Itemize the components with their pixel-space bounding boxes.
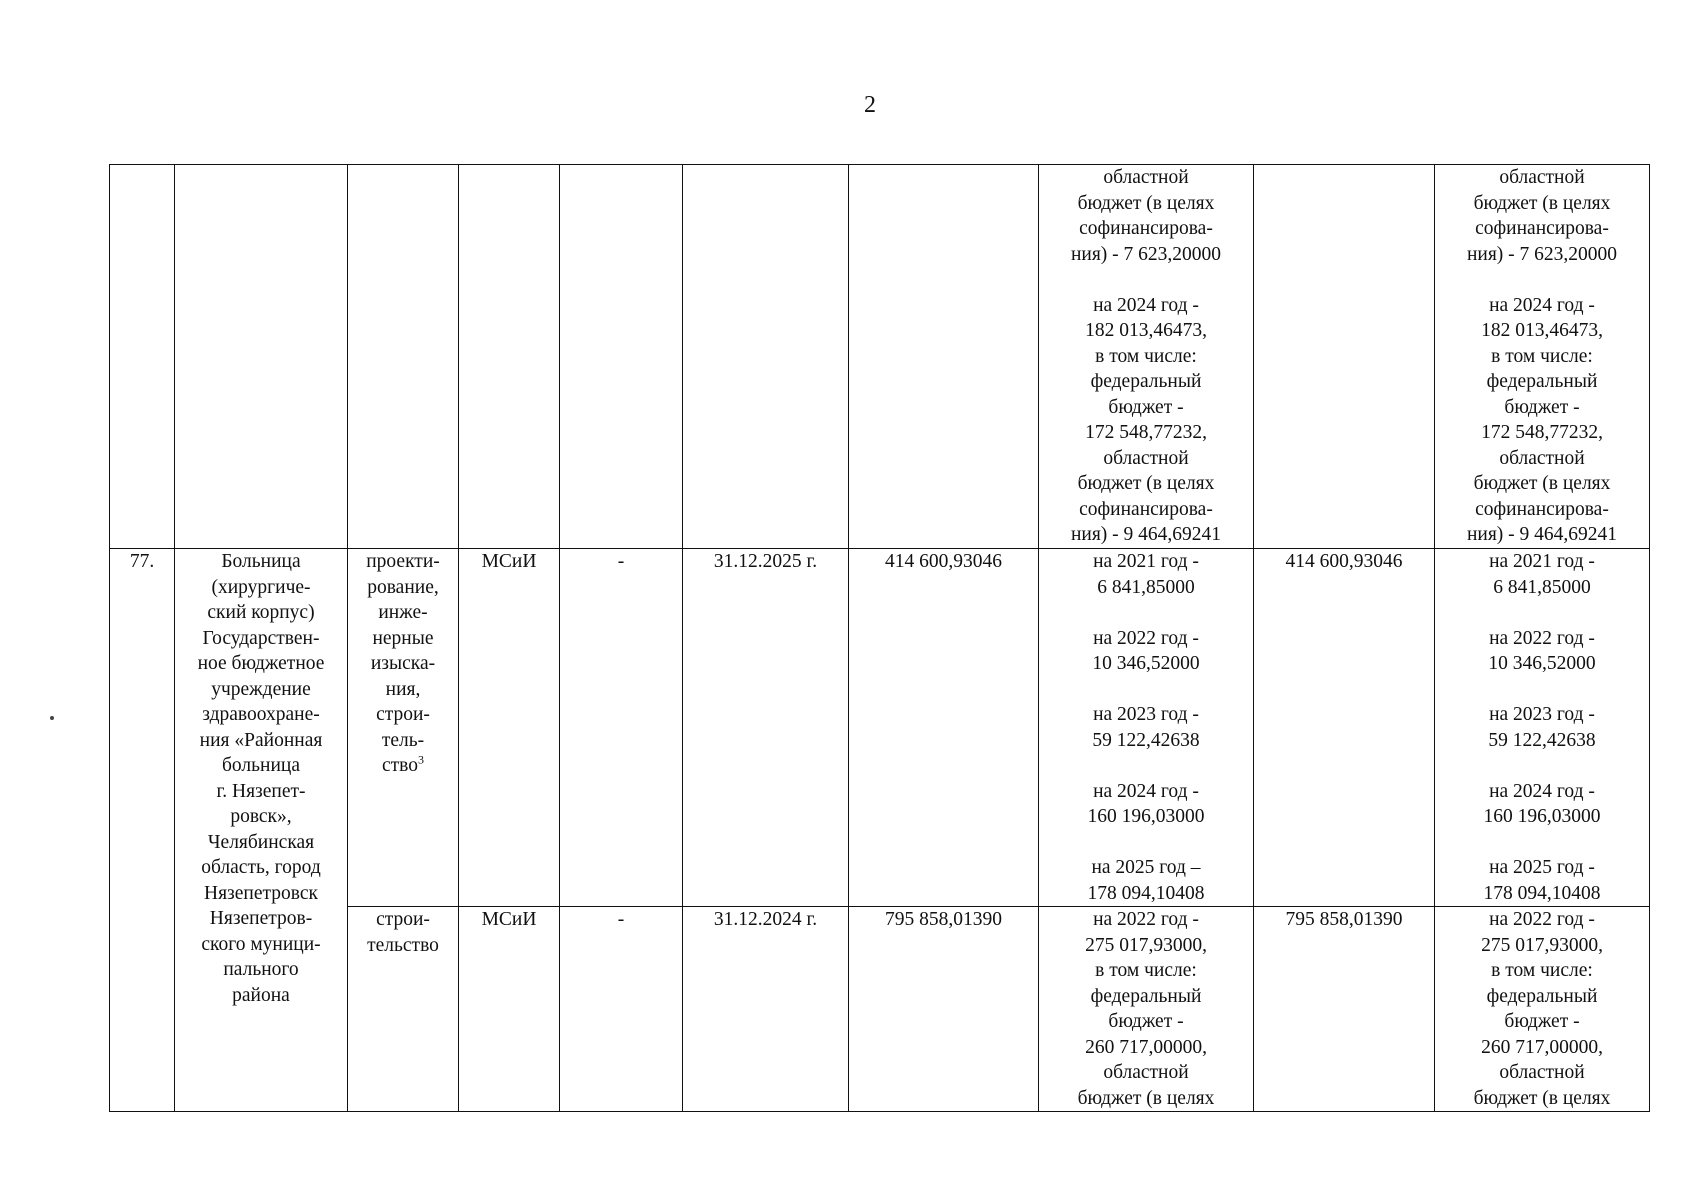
cost-total: 795 858,01390 [1254,907,1435,1112]
cost-total: 414 600,93046 [1254,549,1435,907]
cell-empty [1254,165,1435,549]
cell-empty [560,165,683,549]
cell-empty [849,165,1039,549]
funding-actual-cell: на 2022 год - 275 017,93000, в том числе: федеральный бюджет - 260 717,00000, областной бюджет (в целях [1435,907,1650,1112]
estimated-cost: 414 600,93046 [849,549,1039,907]
funding-plan-cell: на 2022 год - 275 017,93000, в том числе: федеральный бюджет - 260 717,00000, областной бюджет (в целях [1039,907,1254,1112]
funding-plan-cell: областной бюджет (в целях софинансирова- ния) - 7 623,20000 на 2024 год - 182 013,46473, в том числе: федеральный бюджет - 172 548,77232, областной бюджет (в целях софинансирова- ния) - 9 464,69241 [1039,165,1254,549]
table-row-77-stage-1 [110,549,1650,907]
cell-empty [110,165,175,549]
cell-empty [683,165,849,549]
deadline: 31.12.2024 г. [683,907,849,1112]
funding-actual-cell: областной бюджет (в целях софинансирова- ния) - 7 623,20000 на 2024 год - 182 013,46473, в том числе: федеральный бюджет - 172 548,77232, областной бюджет (в целях софинансирова- ния) - 9 464,69241 [1435,165,1650,549]
capacity: - [560,907,683,1112]
estimated-cost: 795 858,01390 [849,907,1039,1112]
funding-actual-cell: на 2021 год - 6 841,85000 на 2022 год - 10 346,52000 на 2023 год - 59 122,42638 на 2024 год - 160 196,03000 на 2025 год - 178 094,10408 [1435,549,1650,907]
work-type-text: проекти- рование, инже- нерные изыска- ния, строи- тель- ство [366,551,440,776]
capacity: - [560,549,683,907]
cell-empty [459,165,560,549]
object-name: Больница (хирургиче- ский корпус) Государствен- ное бюджетное учреждение здравоохране- ния «Районная больница г. Нязепет- ровск», Челябинская область, город Нязепетровск Нязепетров- ского муници- пального района [175,549,348,1112]
funding-plan-cell: на 2021 год - 6 841,85000 на 2022 год - 10 346,52000 на 2023 год - 59 122,42638 на 2024 год - 160 196,03000 на 2025 год – 178 094,10408 [1039,549,1254,907]
deadline: 31.12.2025 г. [683,549,849,907]
customer: МСиИ [459,907,560,1112]
cell-empty [348,165,459,549]
investment-objects-table [109,164,1650,1112]
row-number: 77. [110,549,175,1112]
customer: МСиИ [459,549,560,907]
work-type: строи- тельство [348,907,459,1112]
table-row-continuation [110,165,1650,549]
footnote-mark: 3 [418,752,424,767]
work-type [348,549,459,907]
page-number: 2 [864,92,876,118]
scan-dot [50,716,54,720]
cell-empty [175,165,348,549]
